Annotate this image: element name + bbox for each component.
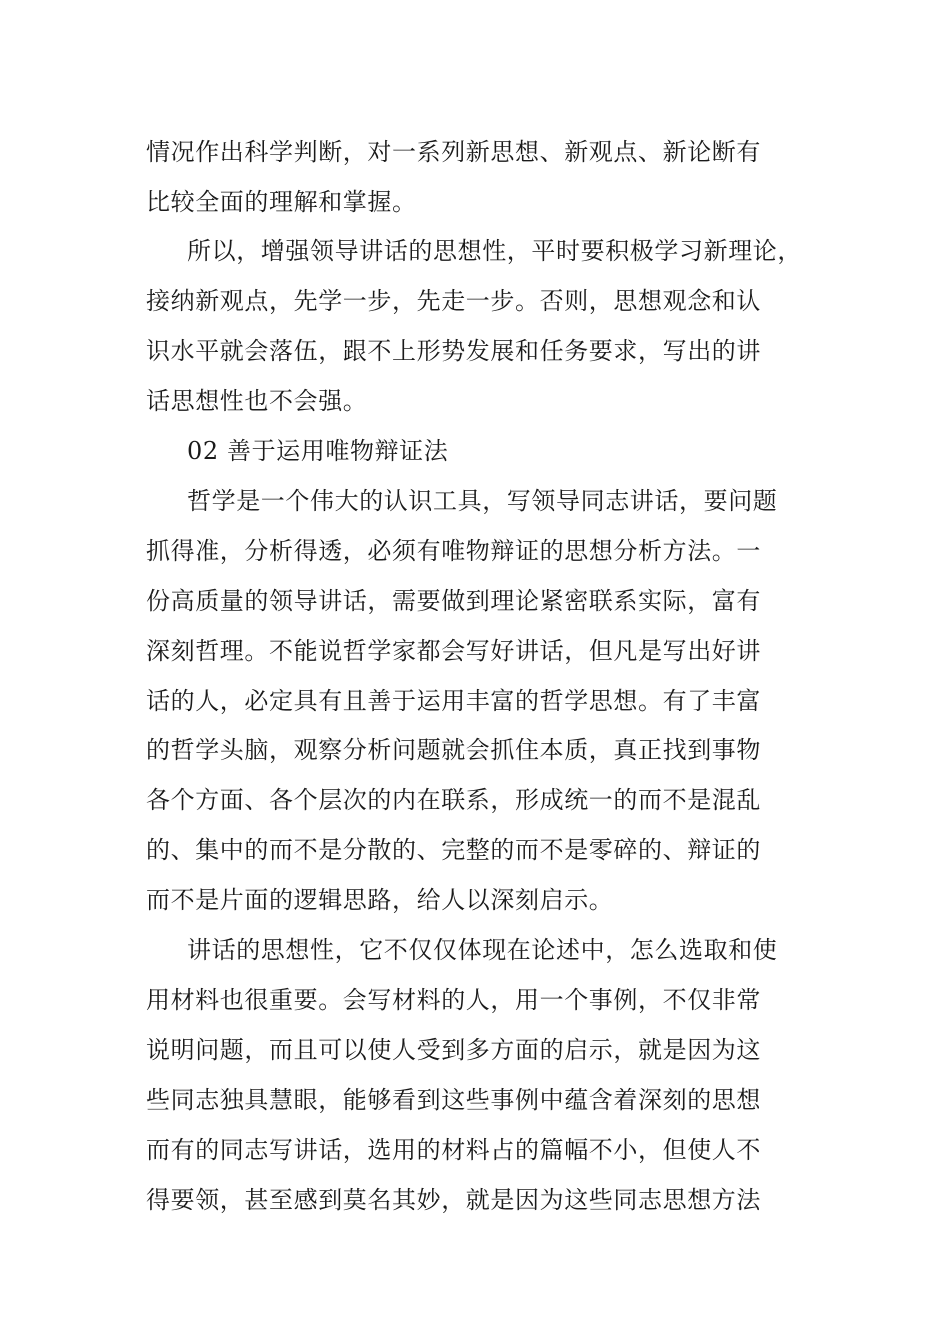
text-line: 各个方面、各个层次的内在联系，形成统一的而不是混乱 xyxy=(146,786,761,814)
text-line: 情况作出科学判断，对一系列新思想、新观点、新论断有 xyxy=(146,138,761,166)
text-line: 而不是片面的逻辑思路，给人以深刻启示。 xyxy=(146,886,614,914)
text-line: 说明问题，而且可以使人受到多方面的启示，就是因为这 xyxy=(146,1036,761,1064)
paragraph-first-line: 哲学是一个伟大的认识工具，写领导同志讲话，要问题 xyxy=(187,487,778,515)
text-line: 的、集中的而不是分散的、完整的而不是零碎的、辩证的 xyxy=(146,836,761,864)
text-line: 话思想性也不会强。 xyxy=(146,387,368,415)
text-line: 深刻哲理。不能说哲学家都会写好讲话，但凡是写出好讲 xyxy=(146,637,761,665)
paragraph-first-line: 所以，增强领导讲话的思想性，平时要积极学习新理论， xyxy=(187,237,802,265)
text-line: 用材料也很重要。会写材料的人，用一个事例，不仅非常 xyxy=(146,986,761,1014)
text-line: 识水平就会落伍，跟不上形势发展和任务要求，写出的讲 xyxy=(146,337,761,365)
paragraph-first-line: 讲话的思想性，它不仅仅体现在论述中，怎么选取和使 xyxy=(187,936,778,964)
section-heading: 02 善于运用唯物辩证法 xyxy=(187,437,449,465)
text-line: 话的人，必定具有且善于运用丰富的哲学思想。有了丰富 xyxy=(146,687,761,715)
text-line: 比较全面的理解和掌握。 xyxy=(146,188,417,216)
text-line: 些同志独具慧眼，能够看到这些事例中蕴含着深刻的思想 xyxy=(146,1086,761,1114)
text-line: 抓得准，分析得透，必须有唯物辩证的思想分析方法。一 xyxy=(146,537,761,565)
text-line: 接纳新观点，先学一步，先走一步。否则，思想观念和认 xyxy=(146,287,761,315)
text-line: 的哲学头脑，观察分析问题就会抓住本质，真正找到事物 xyxy=(146,736,761,764)
text-line: 得要领，甚至感到莫名其妙，就是因为这些同志思想方法 xyxy=(146,1186,761,1214)
text-line: 而有的同志写讲话，选用的材料占的篇幅不小，但使人不 xyxy=(146,1136,761,1164)
text-line: 份高质量的领导讲话，需要做到理论紧密联系实际，富有 xyxy=(146,587,761,615)
